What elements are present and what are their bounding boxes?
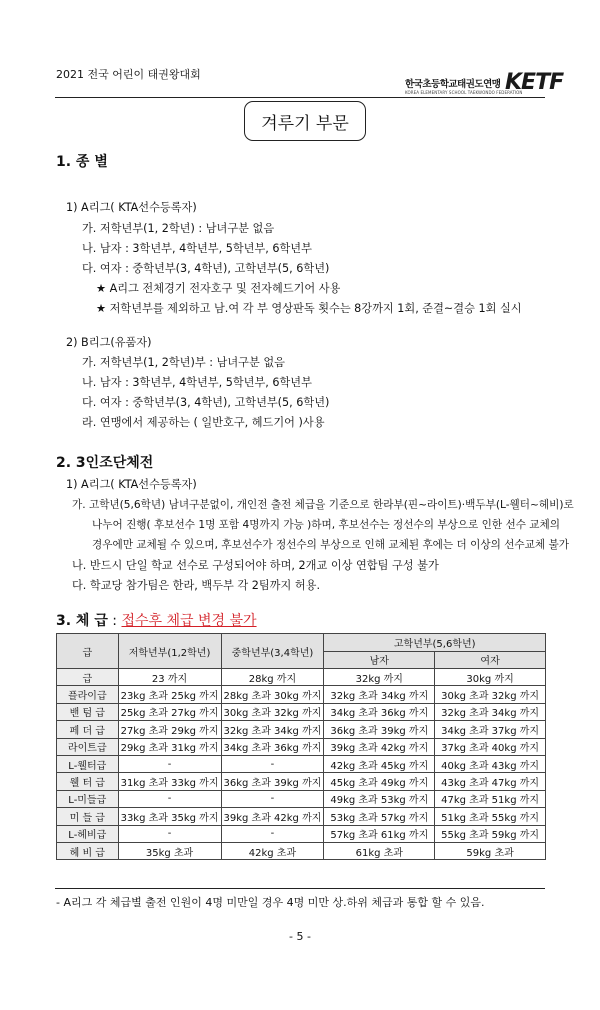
weight-range-cell: 61kg 초과 — [324, 842, 435, 859]
section-1-a-item: 나. 남자 : 3학년부, 4학년부, 5학년부, 6학년부 — [82, 242, 312, 255]
weight-class-table — [56, 633, 546, 860]
table-row — [57, 825, 546, 842]
weight-range-cell: 35kg 초과 — [118, 842, 221, 859]
weight-class-name: L-미들급 — [57, 790, 119, 807]
section-2-sub: 1) A리그( KTA선수등록자) — [66, 478, 197, 491]
section-2-line: 가. 고학년(5,6학년) 남녀구분없이, 개인전 출전 체급을 기준으로 한라부(핀~라이트)·백두부(L-웰터~헤비)로 — [72, 499, 574, 511]
page-title-text: 겨루기 부문 — [261, 113, 349, 134]
weight-range-cell: - — [221, 790, 324, 807]
section-3-heading — [56, 610, 257, 630]
section-2-line: 나. 반드시 단일 학교 선수로 구성되어야 하며, 2개교 이상 연합팀 구성 불가 — [72, 559, 439, 572]
weight-range-cell: - — [221, 755, 324, 772]
weight-range-cell: 42kg 초과 — [221, 842, 324, 859]
weight-range-cell: 57kg 초과 61kg 까지 — [324, 825, 435, 842]
weight-range-cell: 37kg 초과 40kg 까지 — [435, 738, 546, 755]
weight-range-cell: 49kg 초과 53kg 까지 — [324, 790, 435, 807]
weight-range-cell: 27kg 초과 29kg 까지 — [118, 721, 221, 738]
table-row — [57, 808, 546, 825]
weight-range-cell: 32kg 초과 34kg 까지 — [435, 703, 546, 720]
weight-range-cell: 53kg 초과 57kg 까지 — [324, 808, 435, 825]
weight-range-cell: 33kg 초과 35kg 까지 — [118, 808, 221, 825]
page-number: - 5 - — [289, 930, 311, 943]
section-1-a-note: ★ 저학년부를 제외하고 남.여 각 부 영상판독 횟수는 8강까지 1회, 준결~결승 1회 실시 — [96, 302, 522, 315]
section-3-heading-text: 3. 체 급 — [56, 613, 108, 629]
weight-class-name: 플라이급 — [57, 686, 119, 703]
table-row — [57, 842, 546, 859]
section-1-a-item: 가. 저학년부(1, 2학년) : 남녀구분 없음 — [82, 222, 275, 235]
header-female: 여자 — [435, 651, 546, 669]
weight-range-cell: 34kg 초과 37kg 까지 — [435, 721, 546, 738]
section-2-line: 경우에만 교체될 수 있으며, 후보선수가 정선수의 부상으로 인해 교체된 후에는 더 이상의 선수교체 불가 — [92, 539, 569, 551]
footnote: - A리그 각 체급별 출전 인원이 4명 미만일 경우 4명 미만 상.하위 체급과 통합 할 수 있음. — [56, 896, 485, 909]
weight-class-name: L-헤비급 — [57, 825, 119, 842]
org-name-ko: 한국초등학교태권도연맹 — [405, 79, 501, 90]
table-bottom-rule — [55, 888, 545, 889]
weight-range-cell: 43kg 초과 47kg 까지 — [435, 773, 546, 790]
weight-range-cell: 39kg 초과 42kg 까지 — [324, 738, 435, 755]
weight-range-cell: - — [221, 825, 324, 842]
weight-change-notice: 접수후 체급 변경 불가 — [121, 613, 257, 629]
weight-range-cell: 29kg 초과 31kg 까지 — [118, 738, 221, 755]
header-mid-grade: 중학년부(3,4학년) — [221, 634, 324, 669]
table-row — [57, 773, 546, 790]
table-row — [57, 790, 546, 807]
ketf-logo — [505, 70, 563, 95]
header-male: 남자 — [324, 651, 435, 669]
table-row — [57, 755, 546, 772]
weight-class-name: 헤 비 급 — [57, 842, 119, 859]
section-1-b-item: 가. 저학년부(1, 2학년)부 : 남녀구분 없음 — [82, 356, 285, 369]
weight-range-cell: 32kg 초과 34kg 까지 — [324, 686, 435, 703]
weight-range-cell: 34kg 초과 36kg 까지 — [221, 738, 324, 755]
weight-range-cell: 39kg 초과 42kg 까지 — [221, 808, 324, 825]
weight-range-cell: 30kg 초과 32kg 까지 — [435, 686, 546, 703]
weight-range-cell: 59kg 초과 — [435, 842, 546, 859]
header-class: 급 — [57, 634, 119, 669]
section-1-heading: 1. 종 별 — [56, 154, 108, 170]
weight-range-cell: - — [118, 755, 221, 772]
weight-range-cell: 40kg 초과 43kg 까지 — [435, 755, 546, 772]
header-high-grade: 고학년부(5,6학년) — [324, 634, 546, 652]
weight-range-cell: 23kg 초과 25kg 까지 — [118, 686, 221, 703]
weight-range-cell: 28kg 까지 — [221, 669, 324, 686]
weight-range-cell: 25kg 초과 27kg 까지 — [118, 703, 221, 720]
weight-range-cell: - — [118, 790, 221, 807]
header-divider — [55, 97, 545, 98]
weight-range-cell: 55kg 초과 59kg 까지 — [435, 825, 546, 842]
weight-range-cell: 32kg 까지 — [324, 669, 435, 686]
weight-range-cell: 23 까지 — [118, 669, 221, 686]
weight-range-cell: 31kg 초과 33kg 까지 — [118, 773, 221, 790]
weight-range-cell: 42kg 초과 45kg 까지 — [324, 755, 435, 772]
table-row — [57, 738, 546, 755]
weight-class-name: 밴 텀 급 — [57, 703, 119, 720]
weight-range-cell: 30kg 초과 32kg 까지 — [221, 703, 324, 720]
weight-range-cell: 32kg 초과 34kg 까지 — [221, 721, 324, 738]
weight-range-cell: - — [118, 825, 221, 842]
section-1-a-title: 1) A리그( KTA선수등록자) — [66, 201, 197, 214]
weight-class-name: 급 — [57, 669, 119, 686]
weight-range-cell: 51kg 초과 55kg 까지 — [435, 808, 546, 825]
weight-class-name: L-웰터급 — [57, 755, 119, 772]
section-1-a-note: ★ A리그 전체경기 전자호구 및 전자헤드기어 사용 — [96, 282, 341, 295]
table-row — [57, 669, 546, 686]
org-name-en: KOREA ELEMENTARY SCHOOL TAEKWONDO FEDERATION — [405, 90, 523, 95]
weight-range-cell: 36kg 초과 39kg 까지 — [324, 721, 435, 738]
page-title — [244, 101, 366, 141]
weight-range-cell: 45kg 초과 49kg 까지 — [324, 773, 435, 790]
weight-range-cell: 28kg 초과 30kg 까지 — [221, 686, 324, 703]
weight-range-cell: 30kg 까지 — [435, 669, 546, 686]
header-low-grade: 저학년부(1,2학년) — [118, 634, 221, 669]
table-row — [57, 686, 546, 703]
section-1-a-item: 다. 여자 : 중학년부(3, 4학년), 고학년부(5, 6학년) — [82, 262, 330, 275]
weight-class-name: 페 더 급 — [57, 721, 119, 738]
weight-range-cell: 34kg 초과 36kg 까지 — [324, 703, 435, 720]
section-2-heading: 2. 3인조단체전 — [56, 455, 154, 471]
weight-class-name: 웰 터 급 — [57, 773, 119, 790]
section-2-line: 다. 학교당 참가팀은 한라, 백두부 각 2팀까지 허용. — [72, 579, 321, 592]
section-1-b-item: 라. 연맹에서 제공하는 ( 일반호구, 헤드기어 )사용 — [82, 416, 325, 429]
section-1-b-item: 다. 여자 : 중학년부(3, 4학년), 고학년부(5, 6학년) — [82, 396, 330, 409]
weight-class-name: 미 들 급 — [57, 808, 119, 825]
event-name: 2021 전국 어린이 태권왕대회 — [56, 68, 201, 81]
table-row — [57, 703, 546, 720]
section-1-b-item: 나. 남자 : 3학년부, 4학년부, 5학년부, 6학년부 — [82, 376, 312, 389]
weight-range-cell: 36kg 초과 39kg 까지 — [221, 773, 324, 790]
logo-text: KETF — [505, 70, 564, 95]
section-1-b-title: 2) B리그(유품자) — [66, 336, 152, 349]
weight-class-name: 라이트급 — [57, 738, 119, 755]
table-row — [57, 721, 546, 738]
section-3-colon: : — [107, 613, 122, 629]
section-2-line: 나누어 진행( 후보선수 1명 포함 4명까지 가능 )하며, 후보선수는 정선수의 부상으로 인한 선수 교체의 — [92, 519, 560, 531]
weight-range-cell: 47kg 초과 51kg 까지 — [435, 790, 546, 807]
